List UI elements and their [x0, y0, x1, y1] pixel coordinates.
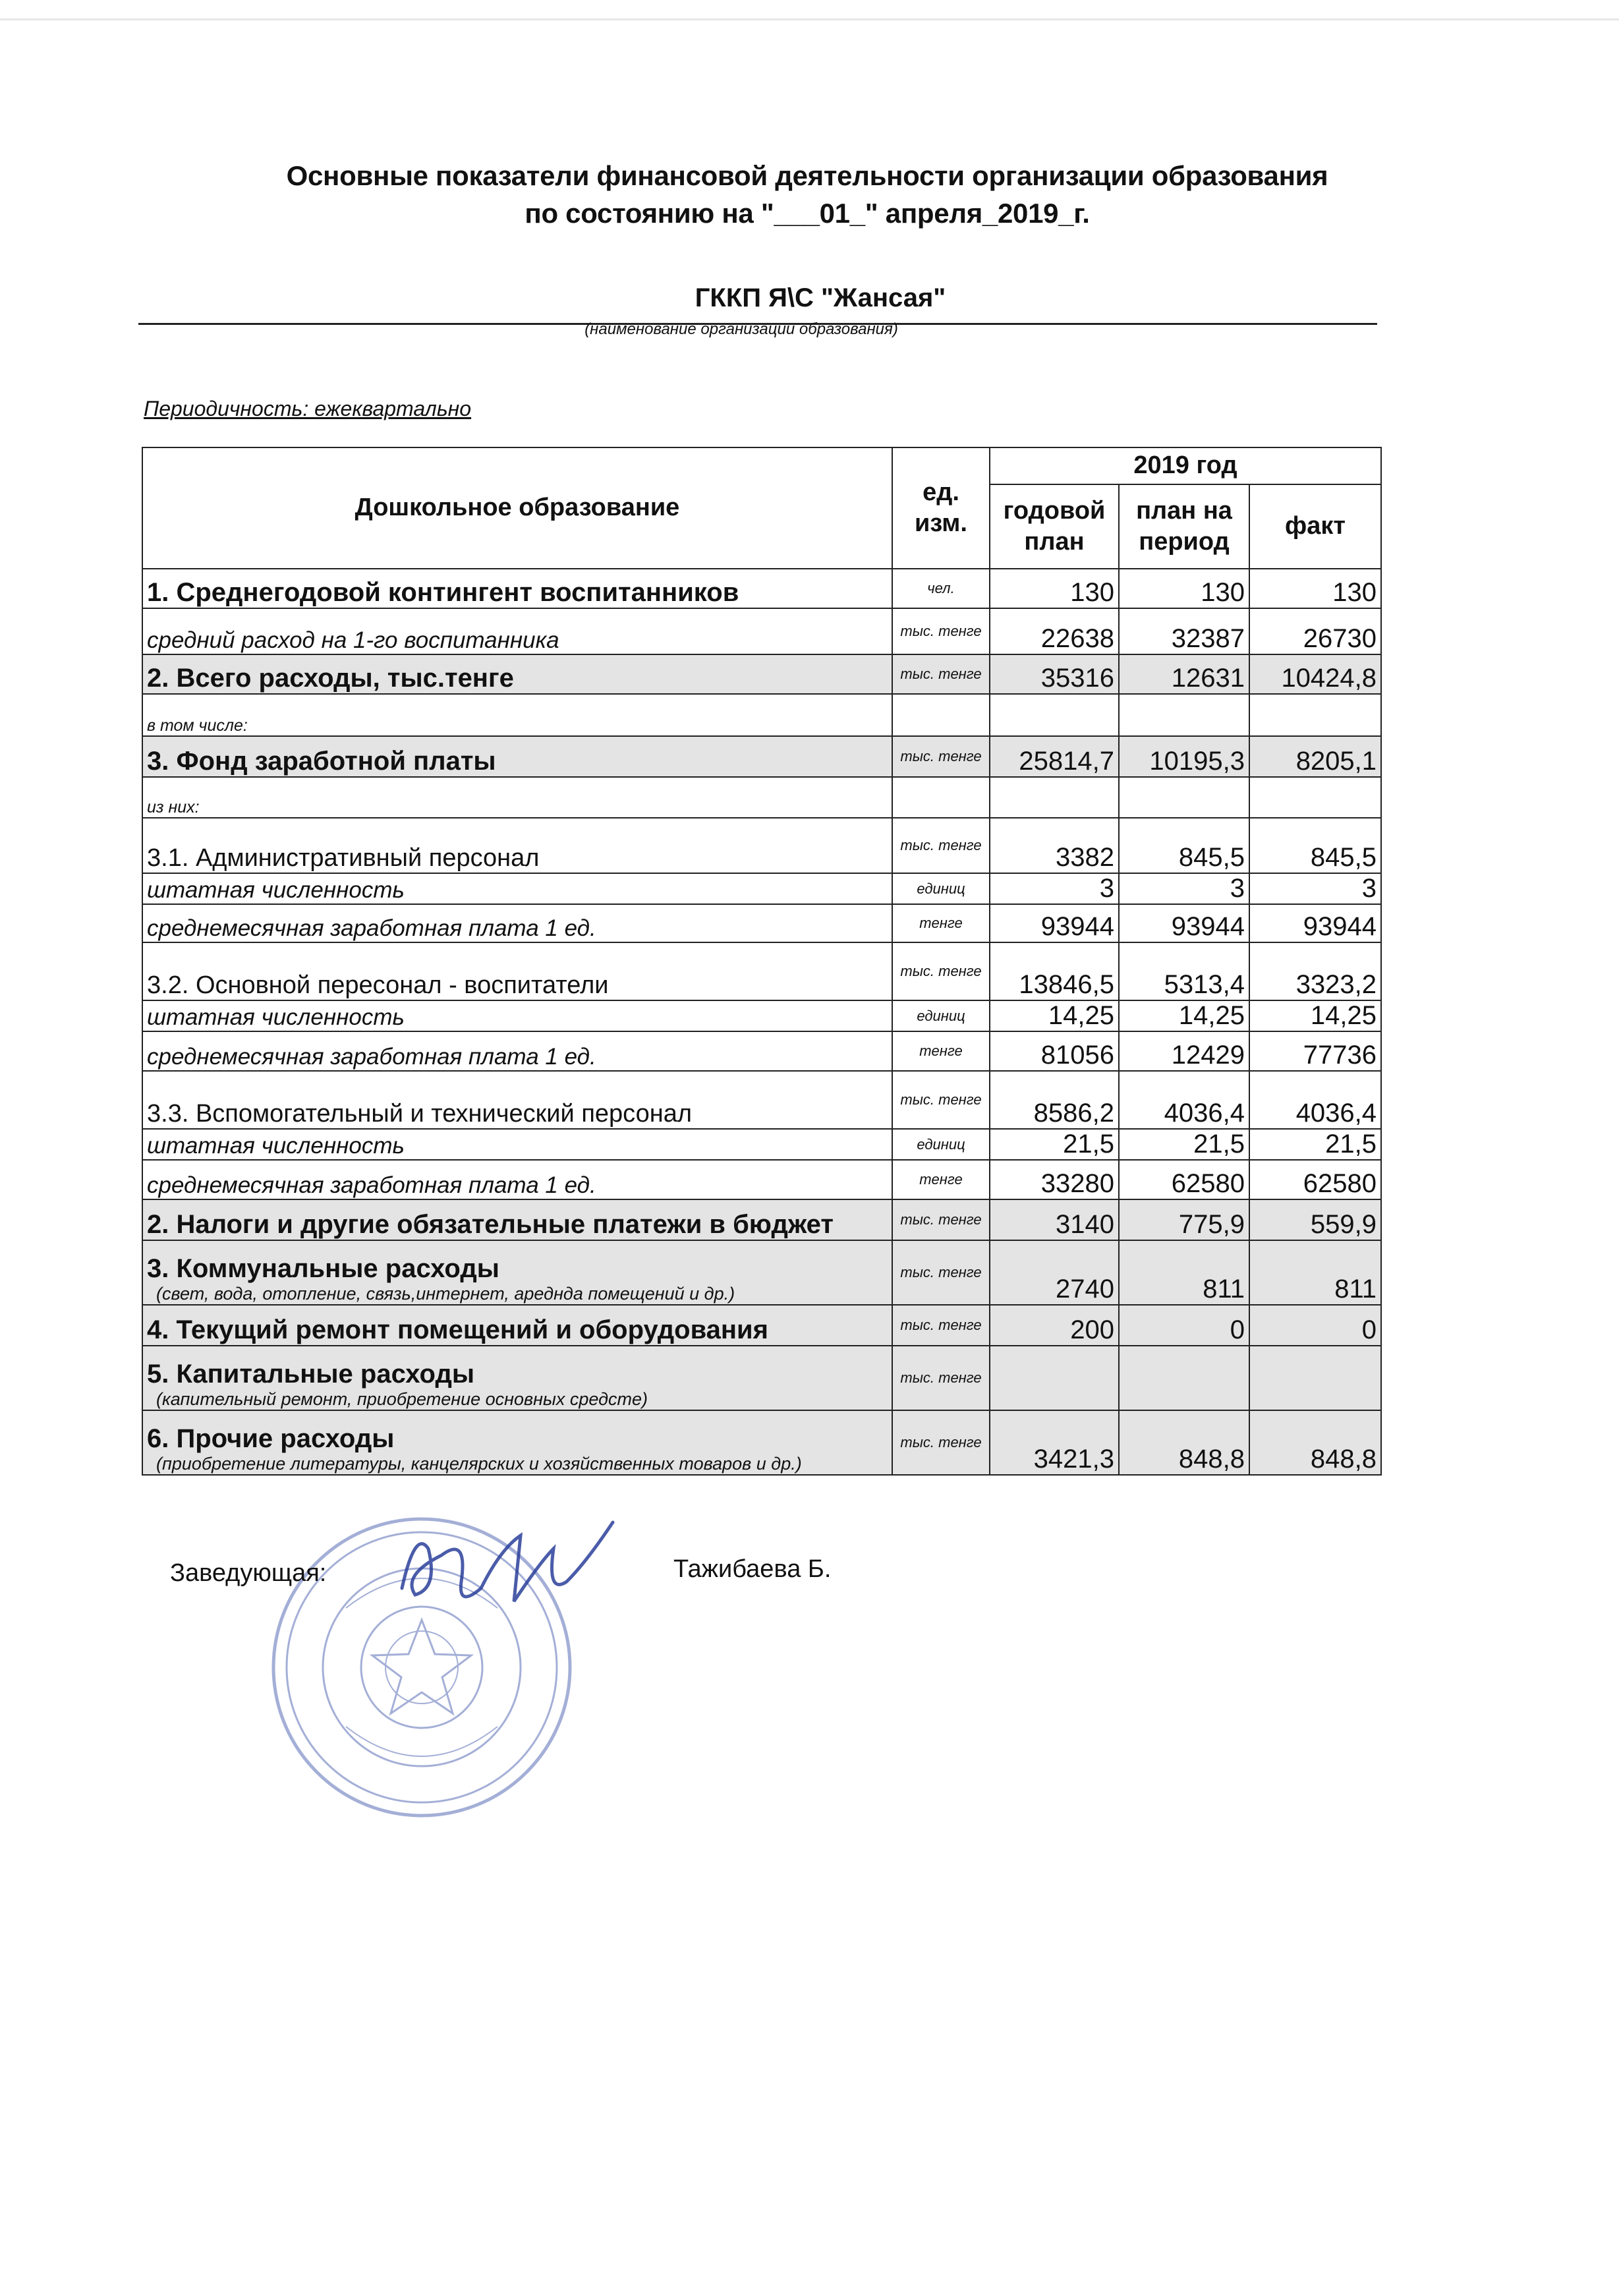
row-unit: тыс. тенге [892, 608, 990, 654]
value-period: 62580 [1119, 1160, 1249, 1199]
row-label: 2. Налоги и другие обязательные платежи в бюджет [147, 1210, 834, 1239]
row-note: (приобретение литературы, канцелярских и хозяйственных товаров и др.) [156, 1454, 802, 1474]
row-unit [892, 694, 990, 736]
value-period: 12631 [1119, 654, 1249, 694]
periodicity-label: Периодичность: ежеквартально [144, 397, 472, 420]
value-annual: 13846,5 [990, 942, 1119, 1000]
table-row [142, 1346, 1381, 1410]
row-label: средний расход на 1-го воспитанника [147, 627, 559, 653]
table-row [142, 777, 1381, 818]
row-unit [892, 777, 990, 818]
value-period: 93944 [1119, 904, 1249, 942]
value-period: 32387 [1119, 608, 1249, 654]
row-note: (свет, вода, отопление, связь,интернет, ареднда помещений и др.) [156, 1284, 735, 1304]
table-row [142, 1240, 1381, 1305]
value-fact: 848,8 [1249, 1410, 1381, 1475]
row-unit: единиц [892, 1129, 990, 1160]
table-row [142, 904, 1381, 942]
value-fact: 3323,2 [1249, 942, 1381, 1000]
table-body [142, 569, 1381, 1475]
value-period: 4036,4 [1119, 1071, 1249, 1129]
header-period-plan: план на период [1119, 484, 1249, 569]
document-date-line: по состоянию на "___01_" апреля_2019_г. [525, 198, 1090, 229]
financial-indicators-table [142, 447, 1382, 1476]
signatory-position: Заведующая: [170, 1559, 327, 1587]
row-unit: тыс. тенге [892, 1346, 990, 1410]
row-label: из них: [147, 798, 200, 817]
table-row [142, 1410, 1381, 1475]
value-annual: 33280 [990, 1160, 1119, 1199]
value-fact: 62580 [1249, 1160, 1381, 1199]
value-period: 848,8 [1119, 1410, 1249, 1475]
row-label-cell [142, 694, 892, 736]
value-annual: 3140 [990, 1199, 1119, 1240]
row-label: 3.3. Вспомогательный и технический персонал [147, 1100, 693, 1128]
value-annual [990, 1346, 1119, 1410]
row-unit: тенге [892, 904, 990, 942]
row-label-cell [142, 1160, 892, 1199]
table-row [142, 608, 1381, 654]
value-annual: 200 [990, 1305, 1119, 1346]
row-label: среднемесячная заработная плата 1 ед. [147, 915, 596, 941]
handwritten-signature [389, 1509, 626, 1621]
row-label: штатная численность [147, 1133, 405, 1159]
row-label-cell [142, 1071, 892, 1129]
row-unit: единиц [892, 1000, 990, 1031]
row-label-cell [142, 818, 892, 873]
value-annual: 2740 [990, 1240, 1119, 1305]
table-row [142, 873, 1381, 904]
table-row [142, 694, 1381, 736]
row-label: 6. Прочие расходы [147, 1424, 395, 1453]
row-label-cell [142, 873, 892, 904]
table-row [142, 1199, 1381, 1240]
value-period [1119, 1346, 1249, 1410]
table-row [142, 1305, 1381, 1346]
value-annual: 130 [990, 569, 1119, 608]
organization-name: ГККП Я\С "Жансая" [695, 283, 946, 312]
value-fact: 4036,4 [1249, 1071, 1381, 1129]
value-fact [1249, 777, 1381, 818]
document-title: Основные показатели финансовой деятельности организации образования [286, 160, 1328, 191]
row-label-cell [142, 942, 892, 1000]
row-label-cell [142, 904, 892, 942]
header-annual-plan: годовой план [990, 484, 1119, 569]
table-row [142, 942, 1381, 1000]
value-fact: 130 [1249, 569, 1381, 608]
value-annual: 3421,3 [990, 1410, 1119, 1475]
value-fact: 0 [1249, 1305, 1381, 1346]
row-label: 5. Капитальные расходы [147, 1360, 474, 1389]
row-label-cell [142, 1000, 892, 1031]
row-label: среднемесячная заработная плата 1 ед. [147, 1044, 596, 1070]
value-fact: 845,5 [1249, 818, 1381, 873]
value-fact: 8205,1 [1249, 736, 1381, 777]
row-note: (капительный ремонт, приобретение основных средстe) [156, 1389, 648, 1409]
value-annual [990, 694, 1119, 736]
value-annual: 93944 [990, 904, 1119, 942]
row-label-cell [142, 1129, 892, 1160]
signatory-name: Тажибаева Б. [673, 1555, 832, 1583]
row-unit: тыс. тенге [892, 1305, 990, 1346]
row-label: 2. Всего расходы, тыс.тенге [147, 664, 514, 693]
value-period [1119, 777, 1249, 818]
row-label: в том числе: [147, 716, 248, 735]
value-period: 5313,4 [1119, 942, 1249, 1000]
scan-edge-line [0, 18, 1619, 20]
table-row [142, 1160, 1381, 1199]
value-fact [1249, 694, 1381, 736]
row-label-cell [142, 569, 892, 608]
row-unit: тенге [892, 1160, 990, 1199]
row-label-cell [142, 1410, 892, 1475]
value-period: 14,25 [1119, 1000, 1249, 1031]
value-fact: 26730 [1249, 608, 1381, 654]
row-label-cell [142, 1346, 892, 1410]
table-row [142, 1031, 1381, 1071]
value-annual: 8586,2 [990, 1071, 1119, 1129]
value-period: 3 [1119, 873, 1249, 904]
row-label: 3. Коммунальные расходы [147, 1254, 499, 1283]
row-label-cell [142, 1199, 892, 1240]
row-label-cell [142, 1240, 892, 1305]
table-row [142, 736, 1381, 777]
value-period: 775,9 [1119, 1199, 1249, 1240]
value-fact: 10424,8 [1249, 654, 1381, 694]
row-label-cell [142, 1031, 892, 1071]
row-unit: тыс. тенге [892, 736, 990, 777]
value-annual: 22638 [990, 608, 1119, 654]
row-unit: тыс. тенге [892, 818, 990, 873]
row-label: 4. Текущий ремонт помещений и оборудования [147, 1315, 768, 1344]
table-row [142, 818, 1381, 873]
value-period: 130 [1119, 569, 1249, 608]
row-unit: единиц [892, 873, 990, 904]
value-annual: 14,25 [990, 1000, 1119, 1031]
row-label-cell [142, 777, 892, 818]
table-row [142, 1129, 1381, 1160]
value-fact: 77736 [1249, 1031, 1381, 1071]
value-annual [990, 777, 1119, 818]
organization-caption: (наименование организации образования) [584, 320, 898, 338]
row-label-cell [142, 608, 892, 654]
table-row [142, 1071, 1381, 1129]
value-annual: 3 [990, 873, 1119, 904]
value-period: 10195,3 [1119, 736, 1249, 777]
row-label-cell [142, 736, 892, 777]
value-period: 21,5 [1119, 1129, 1249, 1160]
row-unit: тыс. тенге [892, 1240, 990, 1305]
value-annual: 35316 [990, 654, 1119, 694]
table-row [142, 569, 1381, 608]
header-preschool-education: Дошкольное образование [142, 447, 892, 569]
table-row [142, 654, 1381, 694]
value-annual: 3382 [990, 818, 1119, 873]
row-unit: тыс. тенге [892, 654, 990, 694]
table-row [142, 1000, 1381, 1031]
row-label: 3.1. Административный персонал [147, 844, 540, 872]
row-unit: тыс. тенге [892, 1410, 990, 1475]
row-label: среднемесячная заработная плата 1 ед. [147, 1172, 596, 1198]
row-unit: чел. [892, 569, 990, 608]
row-unit: тыс. тенге [892, 1199, 990, 1240]
row-unit: тыс. тенге [892, 1071, 990, 1129]
value-period [1119, 694, 1249, 736]
row-label: 1. Среднегодовой контингент воспитанников [147, 578, 739, 607]
value-fact [1249, 1346, 1381, 1410]
row-label-cell [142, 1305, 892, 1346]
header-fact: факт [1249, 484, 1381, 569]
value-period: 845,5 [1119, 818, 1249, 873]
row-label: 3.2. Основной пересонал - воспитатели [147, 971, 609, 999]
value-annual: 21,5 [990, 1129, 1119, 1160]
value-fact: 93944 [1249, 904, 1381, 942]
value-fact: 3 [1249, 873, 1381, 904]
header-unit: ед. изм. [892, 447, 990, 569]
row-unit: тенге [892, 1031, 990, 1071]
row-label-cell [142, 654, 892, 694]
row-label: штатная численность [147, 877, 405, 903]
value-period: 811 [1119, 1240, 1249, 1305]
row-label: 3. Фонд заработной платы [147, 747, 496, 776]
row-label: штатная численность [147, 1004, 405, 1030]
value-annual: 25814,7 [990, 736, 1119, 777]
value-fact: 14,25 [1249, 1000, 1381, 1031]
row-unit: тыс. тенге [892, 942, 990, 1000]
value-period: 0 [1119, 1305, 1249, 1346]
value-fact: 21,5 [1249, 1129, 1381, 1160]
value-fact: 811 [1249, 1240, 1381, 1305]
header-year: 2019 год [990, 447, 1381, 484]
value-period: 12429 [1119, 1031, 1249, 1071]
value-fact: 559,9 [1249, 1199, 1381, 1240]
value-annual: 81056 [990, 1031, 1119, 1071]
